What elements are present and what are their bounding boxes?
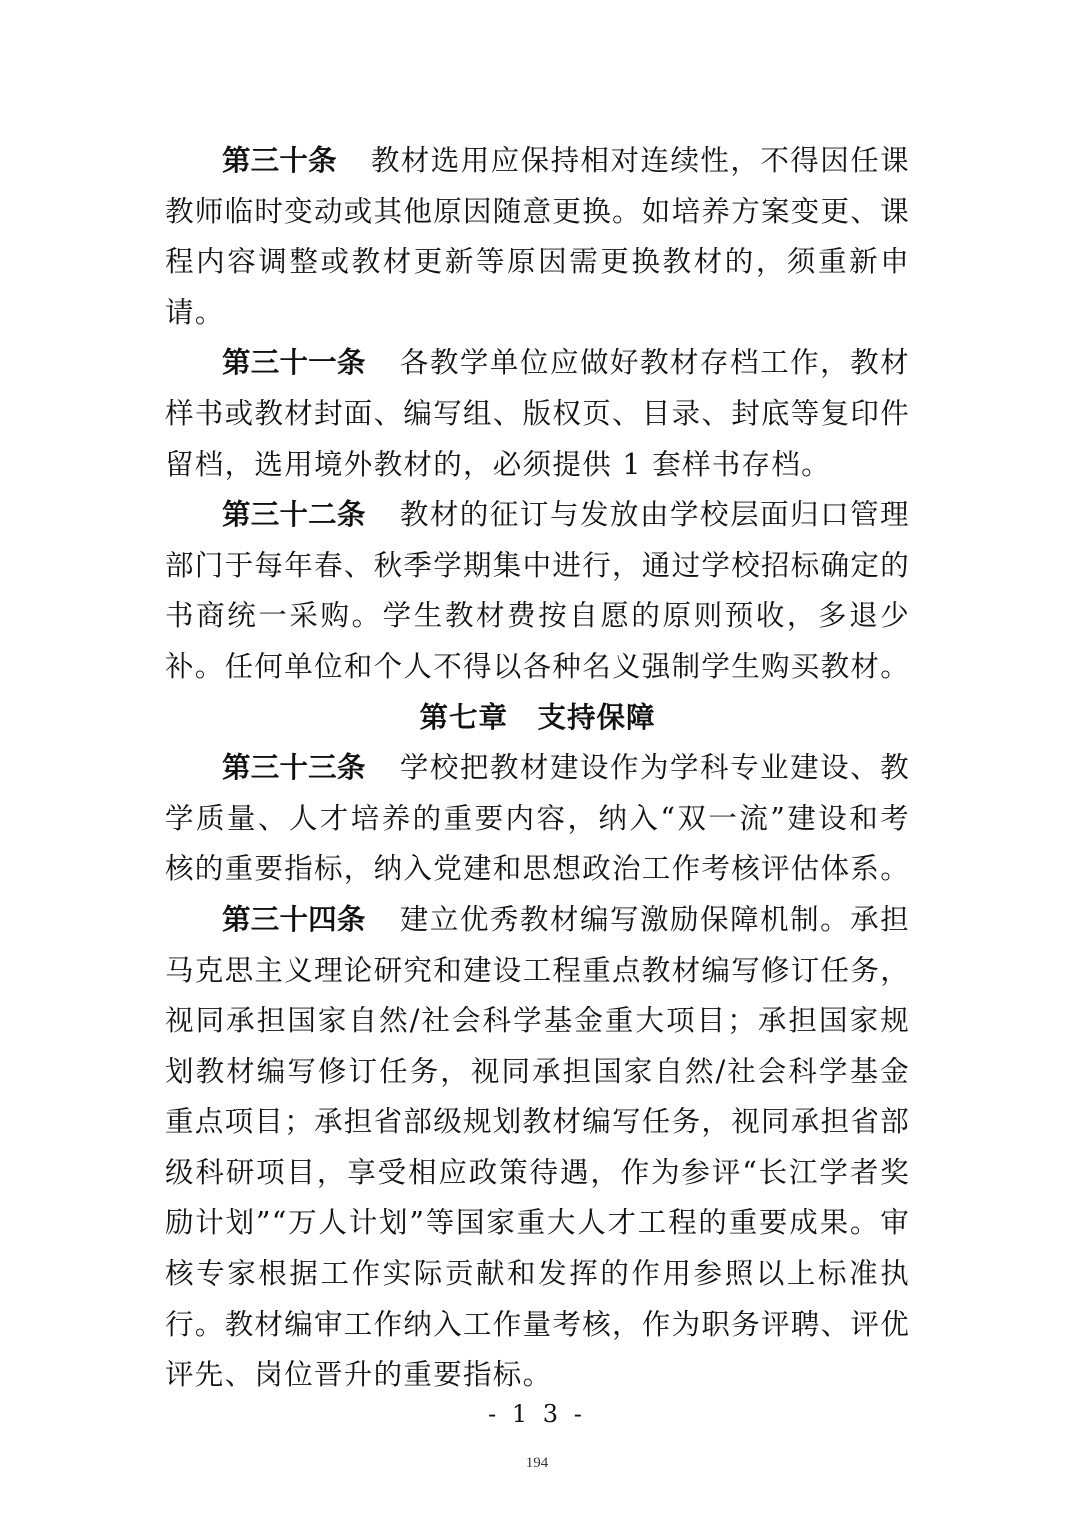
sheet-number: 194	[525, 1455, 549, 1471]
article-34	[165, 895, 910, 1401]
page-number: - 1 3 -	[488, 1400, 586, 1428]
document-body	[165, 136, 910, 1401]
article-34-heading: 第三十四条	[222, 902, 366, 936]
article-30	[165, 136, 910, 338]
article-32-text: 教材的征订与发放由学校层面归口管理部门于每年春、秋季学期集中进行，通过学校招标确定的书商统一采购。学生教材费按自愿的原则预收，多退少补。任何单位和个人不得以各种名义强制学生购买教材。	[165, 498, 911, 683]
article-30-text: 教材选用应保持相对连续性，不得因任课教师临时变动或其他原因随意更换。如培养方案变更、课程内容调整或教材更新等原因需更换教材的，须重新申请。	[165, 144, 911, 329]
article-30-heading: 第三十条	[222, 144, 337, 177]
article-33-text: 学校把教材建设作为学科专业建设、教学质量、人才培养的重要内容，纳入“双一流”建设和考核的重要指标，纳入党建和思想政治工作考核评估体系。	[165, 751, 911, 886]
chapter-heading: 第七章 支持保障	[419, 700, 656, 734]
article-31-text: 各教学单位应做好教材存档工作，教材样书或教材封面、编写组、版权页、目录、封底等复印件留档，选用境外教材的，必须提供 1 套样书存档。	[165, 346, 911, 481]
article-32	[165, 490, 910, 692]
article-32-heading: 第三十二条	[222, 498, 366, 532]
article-33-heading: 第三十三条	[222, 751, 366, 785]
article-31	[165, 338, 910, 490]
article-33	[165, 743, 910, 895]
article-31-heading: 第三十一条	[222, 346, 366, 380]
article-34-text: 建立优秀教材编写激励保障机制。承担马克思主义理论研究和建设工程重点教材编写修订任务，视同承担国家自然/社会科学基金重大项目；承担国家规划教材编写修订任务，视同承担国家自然/社会科学基金重点项目；承担省部级规划教材编写任务，视同承担省部级科研项目，享受相应政策待遇，作为参评“长江学者奖励计划”“万人计划”等国家重大人才工程的重要成果。审核专家根据工作实际贡献和发挥的作用参照以上标准执行。教材编审工作纳入工作量考核，作为职务评聘、评优评先、岗位晋升的重要指标。	[165, 902, 911, 1392]
